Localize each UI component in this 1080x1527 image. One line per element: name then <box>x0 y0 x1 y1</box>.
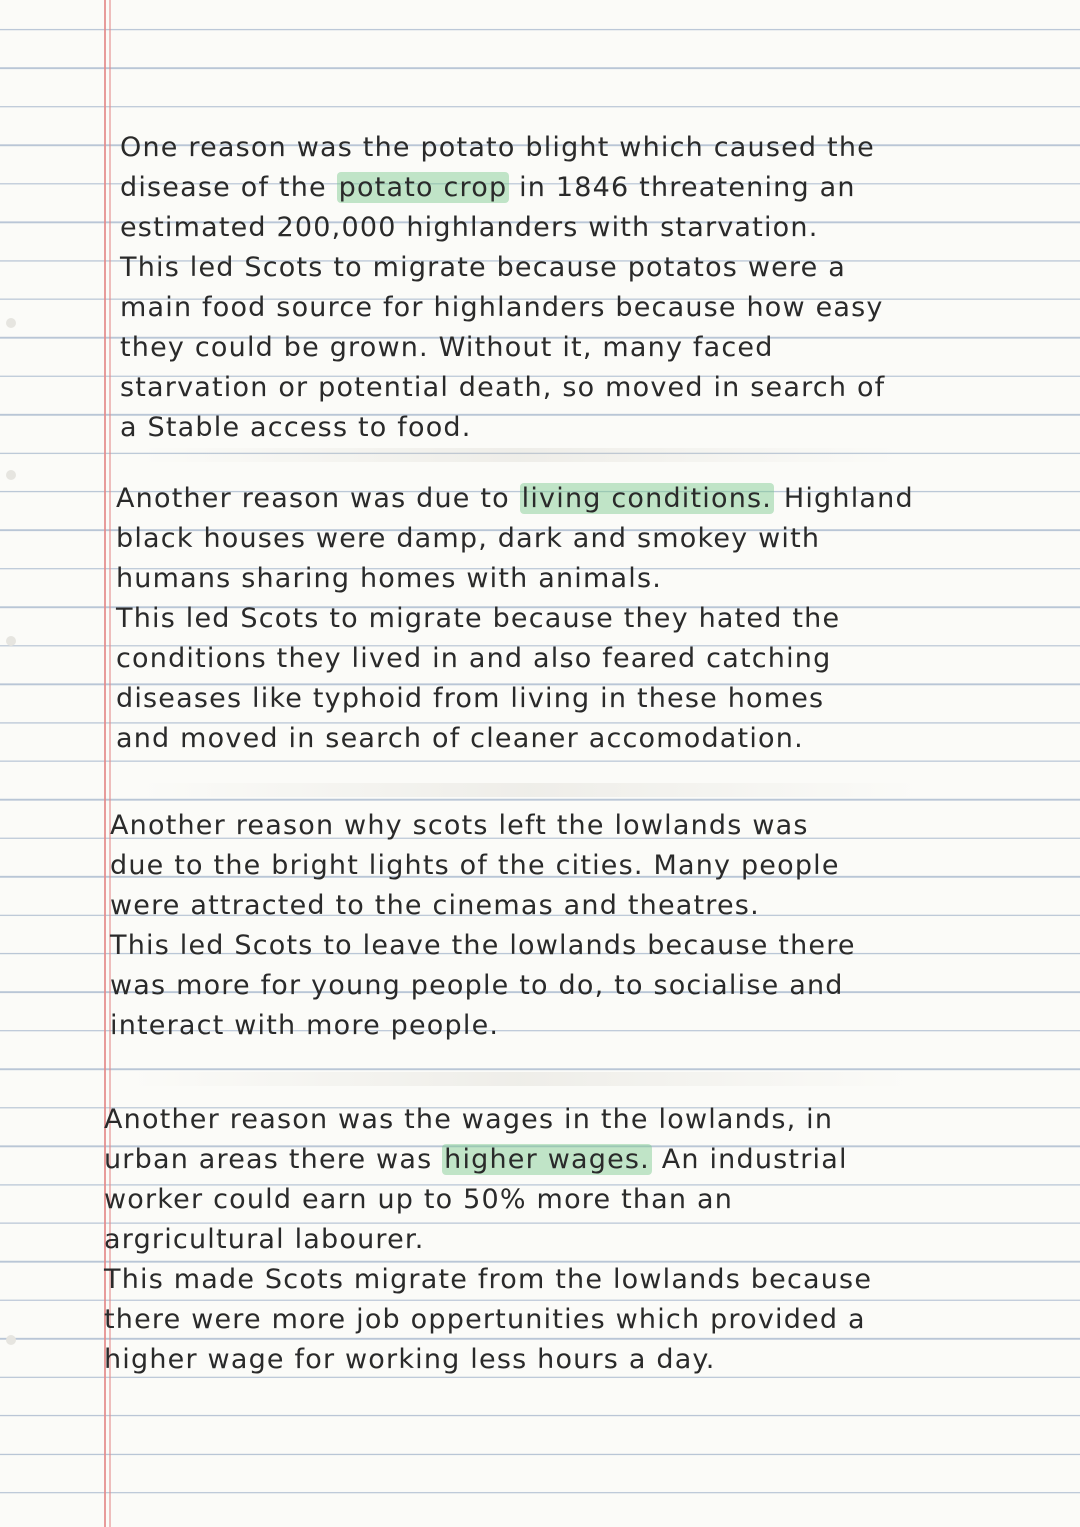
text-line: Another reason why scots left the lowlands was <box>110 810 809 841</box>
text-line: This led Scots to migrate because potatos were a <box>120 252 846 283</box>
text-line: argricultural labourer. <box>104 1224 425 1255</box>
text-line: Another reason was the wages in the lowlands, in <box>104 1104 834 1135</box>
text-line: they could be grown. Without it, many faced <box>120 332 774 363</box>
punch-hole <box>6 1335 16 1345</box>
punch-hole <box>6 636 16 646</box>
highlighted-phrase: higher wages. <box>444 1144 650 1175</box>
text-line: This led Scots to leave the lowlands because there <box>110 930 856 961</box>
highlighted-phrase: living conditions. <box>521 483 773 514</box>
text-line: was more for young people to do, to socialise and <box>110 970 844 1001</box>
text-line: This led Scots to migrate because they hated the <box>116 603 841 634</box>
text-line: main food source for highlanders because how easy <box>120 292 884 323</box>
text-line: Another reason was due to living conditions. Highland <box>116 483 914 514</box>
text-line: interact with more people. <box>110 1010 500 1041</box>
text-line: starvation or potential death, so moved in search of <box>120 372 886 403</box>
text-line: and moved in search of cleaner accomodation. <box>116 723 804 754</box>
highlighted-phrase: potato crop <box>338 172 508 203</box>
text-line: a Stable access to food. <box>120 412 472 443</box>
paragraph-living-conditions <box>116 479 1046 759</box>
paragraph-wages <box>104 1100 1054 1380</box>
punch-hole <box>6 470 16 480</box>
text-line: humans sharing homes with animals. <box>116 563 663 594</box>
text-line: worker could earn up to 50% more than an <box>104 1184 734 1215</box>
paragraph-potato-blight <box>120 128 1040 448</box>
text-line: diseases like typhoid from living in these homes <box>116 683 825 714</box>
paragraph-bright-lights <box>110 806 1050 1046</box>
text-line: were attracted to the cinemas and theatres. <box>110 890 760 921</box>
text-line: black houses were damp, dark and smokey with <box>116 523 821 554</box>
text-line: there were more job oppertunities which provided a <box>104 1304 866 1335</box>
show-through-ink <box>140 783 920 797</box>
text-line: conditions they lived in and also feared catching <box>116 643 832 674</box>
punch-hole <box>6 318 16 328</box>
text-line: disease of the potato crop in 1846 threatening an <box>120 172 856 203</box>
show-through-ink <box>130 1072 910 1086</box>
text-line: higher wage for working less hours a day. <box>104 1344 716 1375</box>
show-through-ink <box>140 448 900 462</box>
text-line: due to the bright lights of the cities. Many people <box>110 850 840 881</box>
text-line: estimated 200,000 highlanders with starvation. <box>120 212 819 243</box>
text-line: One reason was the potato blight which caused the <box>120 132 875 163</box>
text-line: This made Scots migrate from the lowlands because <box>104 1264 873 1295</box>
text-line: urban areas there was higher wages. An industrial <box>104 1144 848 1175</box>
